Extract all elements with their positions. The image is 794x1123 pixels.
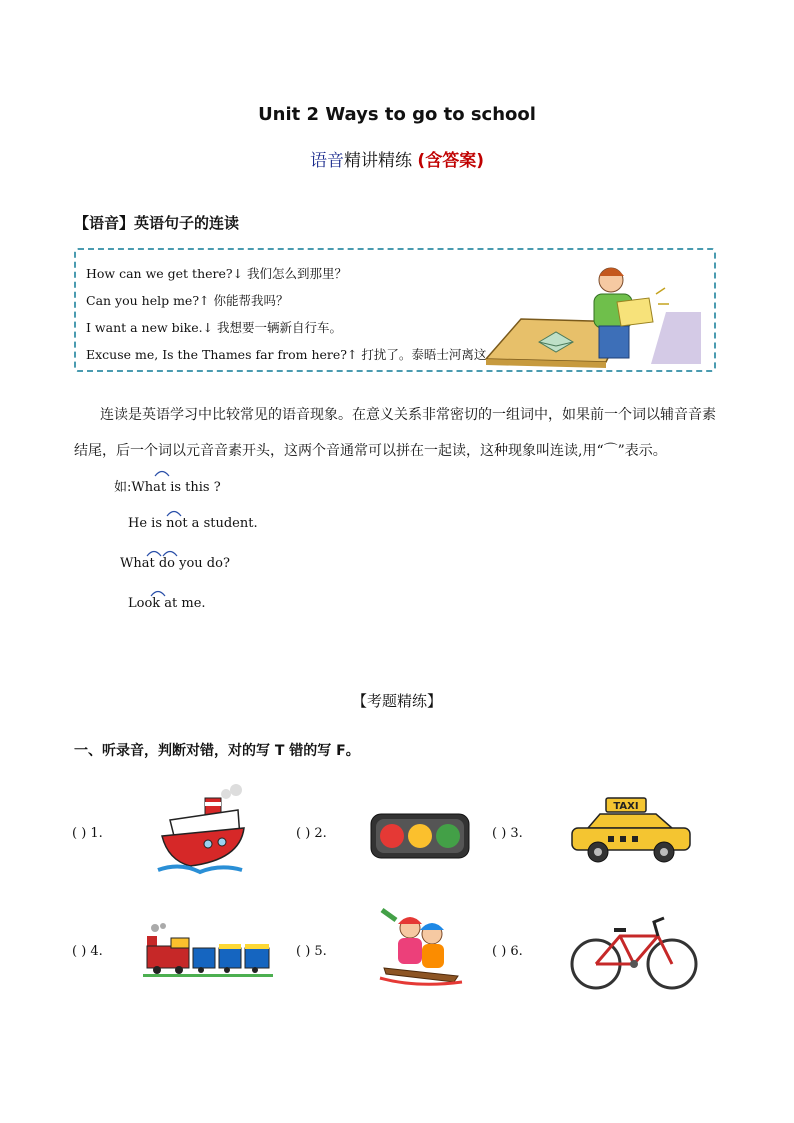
example-sentences-box [74,248,716,372]
liaison-example [120,556,230,571]
sled-icon [376,906,466,990]
example-sentence: Excuse me, Is the Thames far from here?↑ 打扰了。泰晤士河离这 [86,347,487,362]
liaison-arc-icon [154,467,170,477]
question-1-instruction: 一、听录音，判断对错，对的写 T 错的写 F。 [74,743,360,759]
subtitle-phonics: 语音 [310,151,345,171]
example-text: Look at me. [128,596,206,611]
explanation-line: 连读是英语学习中比较常见的语音现象。在意义关系非常密切的一组词中，如果前一个词以辅音音素 [100,407,716,423]
example-sentence: Can you help me?↑ 你能帮我吗？ [86,293,289,308]
taxi-icon [568,796,694,866]
answer-blank-5[interactable]: ( ) 5. [296,944,327,959]
example-text: 如:What is this ? [114,480,221,495]
liaison-example [128,516,258,531]
subtitle-drill: 精讲精练 [344,151,413,171]
example-text: He is not a student. [128,516,258,531]
liaison-example [114,476,221,495]
example-sentence: How can we get there?↓ 我们怎么到那里？ [86,266,348,281]
phonics-heading: 【语音】英语句子的连读 [74,214,240,232]
subtitle-answer-note: (含答案) [417,151,484,171]
liaison-arc-icon [146,547,162,557]
liaison-explanation [74,397,724,469]
liaison-arc-icon [166,507,182,517]
answer-blank-1[interactable]: ( ) 1. [72,826,103,841]
ship-icon [150,780,250,880]
train-icon [143,922,273,978]
example-sentence: I want a new bike.↓ 我想要一辆新自行车。 [86,320,343,335]
answer-blank-3[interactable]: ( ) 3. [492,826,523,841]
page-subtitle [0,146,794,171]
traffic-light-icon [370,813,470,859]
example-text: What do you do? [120,556,230,571]
boy-desk-illustration [481,264,701,364]
liaison-example [128,596,206,611]
page-title: Unit 2 Ways to go to school [258,104,536,125]
answer-blank-2[interactable]: ( ) 2. [296,826,327,841]
liaison-arc-icon [150,587,166,597]
answer-blank-6[interactable]: ( ) 6. [492,944,523,959]
liaison-arc-icon [162,547,178,557]
exercise-section-title: 【考题精练】 [351,692,442,710]
explanation-line: 结尾，后一个词以元音音素开头，这两个音通常可以拼在一起读，这种现象叫连读,用“⌒”表示。 [74,443,667,459]
answer-blank-4[interactable]: ( ) 4. [72,944,103,959]
bicycle-icon [568,914,700,992]
taxi-sign-text: TAXI [613,801,639,812]
